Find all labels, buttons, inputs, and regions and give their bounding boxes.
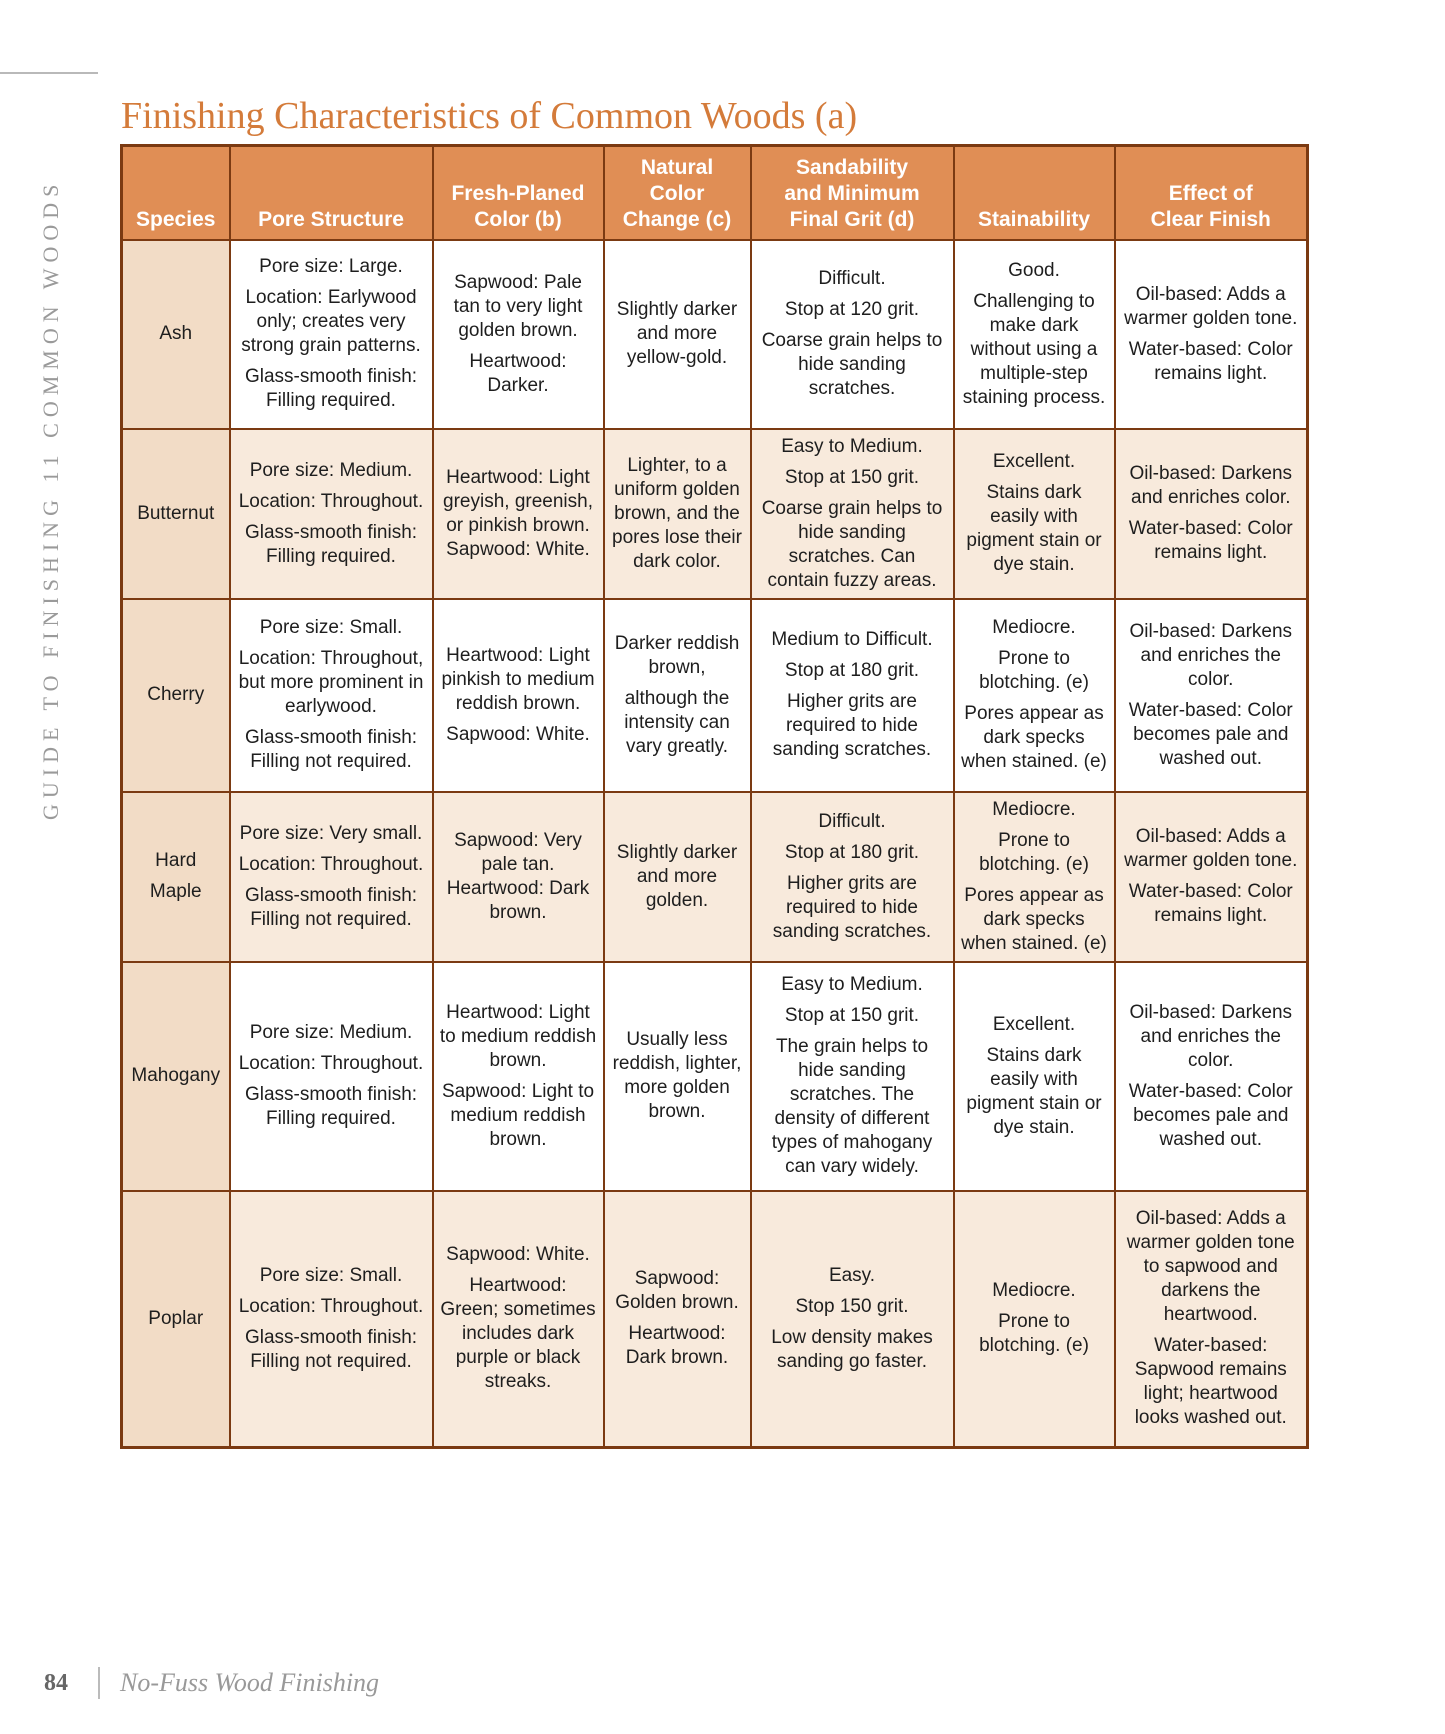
cell-text: Oil-based: Adds a warmer golden tone to sapwood and darkens the heartwood. [1126, 1208, 1295, 1326]
sandability-cell [751, 599, 954, 792]
stainability-cell [954, 962, 1115, 1191]
cell-text: Pore size: Small. [259, 617, 403, 638]
cell-text: Location: Throughout, but more prominent in earlywood. [238, 648, 424, 717]
cell-text: Stains dark easily with pigment stain or dye stain. [966, 482, 1102, 575]
cell-text: Water-based: Color remains light. [1128, 518, 1293, 563]
natural-color-change-cell [604, 599, 751, 792]
fresh-planed-color-cell [433, 792, 604, 962]
column-header-line: Effect of [1168, 181, 1253, 205]
species-cell [122, 1191, 230, 1448]
clear-finish-effect-cell [1115, 429, 1308, 599]
cell-text: Challenging to make dark without using a multiple-step staining process. [962, 290, 1106, 408]
cell-text: Coarse grain helps to hide sanding scratches. [761, 330, 943, 399]
cell-text: Water-based: Sapwood remains light; heartwood looks washed out. [1134, 1335, 1287, 1429]
cell-text: Glass-smooth finish: Filling required. [244, 1084, 418, 1129]
clear-finish-effect-cell [1115, 599, 1308, 792]
stainability-cell [954, 1191, 1115, 1448]
cell-text: Heartwood: Light to medium reddish brown. [439, 1001, 597, 1071]
cell-text: Difficult. [818, 268, 886, 289]
stainability-cell [954, 429, 1115, 599]
clear-finish-effect-cell [1115, 240, 1308, 429]
column-header-sandability [751, 146, 954, 240]
cell-text: Stop at 150 grit. [784, 466, 920, 488]
cell-text: Coarse grain helps to hide sanding scratches. Can contain fuzzy areas. [761, 497, 943, 591]
fresh-planed-color-cell [433, 599, 604, 792]
cell-text: The grain helps to hide sanding scratches. The density of different types of mahogany can vary widely. [771, 1036, 933, 1177]
table-row [122, 792, 1308, 962]
natural-color-change-cell [604, 429, 751, 599]
cell-text: Sapwood: White. [446, 723, 590, 745]
cell-text: Low density makes sanding go faster. [771, 1326, 933, 1372]
cell-text: Prone to blotching. (e) [979, 648, 1089, 693]
cell-text: Sapwood: Very pale tan. Heartwood: Dark brown. [446, 829, 590, 923]
cell-text: Difficult. [818, 810, 886, 832]
column-header-line: Color [649, 181, 705, 205]
cell-text: Darker reddish brown, [614, 632, 740, 678]
table-row [122, 599, 1308, 792]
cell-text: Sapwood: White. [446, 1244, 590, 1266]
species-cell [122, 599, 230, 792]
cell-text: Prone to blotching. (e) [979, 1311, 1089, 1357]
table-body [122, 240, 1308, 1448]
cell-text: Mediocre. [992, 798, 1076, 820]
table-row [122, 962, 1308, 1191]
column-header-line: and Minimum [784, 181, 920, 205]
cell-text: Heartwood: Dark brown. [625, 1323, 729, 1369]
cell-text: Prone to blotching. (e) [979, 829, 1089, 875]
clear-finish-effect-cell [1115, 1191, 1308, 1448]
cell-text: Slightly darker and more golden. [616, 841, 738, 911]
natural-color-change-cell [604, 1191, 751, 1448]
cell-text: Location: Throughout. [238, 1295, 424, 1317]
cell-text: Pores appear as dark specks when stained. (e) [961, 884, 1107, 954]
cell-text: Excellent. [992, 451, 1076, 472]
cell-text: Pore size: Medium. [249, 459, 413, 481]
footer-divider [98, 1667, 100, 1699]
table-row [122, 240, 1308, 429]
species-name: Poplar [148, 1307, 204, 1329]
column-header-line: Color (b) [474, 207, 562, 231]
species-name: Maple [149, 881, 202, 902]
wood-finishing-table [120, 144, 1309, 1449]
cell-text: Pore size: Very small. [239, 822, 423, 844]
cell-text: Water-based: Color remains light. [1128, 881, 1293, 926]
cell-text: Usually less reddish, lighter, more golden brown. [612, 1029, 742, 1122]
pore-structure-cell [230, 599, 433, 792]
species-name: Butternut [137, 502, 215, 524]
cell-text: Glass-smooth finish: Filling required. [244, 521, 418, 567]
cell-text: Mediocre. [992, 1280, 1076, 1302]
sandability-cell [751, 792, 954, 962]
species-name: Mahogany [131, 1065, 221, 1086]
cell-text: Water-based: Color becomes pale and washed out. [1128, 699, 1293, 769]
cell-text: Heartwood: Light greyish, greenish, or pinkish brown. Sapwood: White. [443, 466, 593, 560]
cell-text: Location: Earlywood only; creates very strong grain patterns. [241, 287, 421, 356]
column-header-line: Stainability [977, 207, 1091, 231]
cell-text: Sapwood: Pale tan to very light golden brown. [453, 271, 583, 341]
table-row [122, 429, 1308, 599]
cell-text: Oil-based: Darkens and enriches the color. [1129, 620, 1293, 690]
stainability-cell [954, 240, 1115, 429]
cell-text: Good. [1008, 259, 1060, 281]
natural-color-change-cell [604, 792, 751, 962]
cell-text: Sapwood: Light to medium reddish brown. [441, 1080, 595, 1150]
column-header-stainability [954, 146, 1115, 240]
species-cell [122, 962, 230, 1191]
cell-text: Higher grits are required to hide sanding scratches. [772, 691, 932, 760]
cell-text: Medium to Difficult. [771, 629, 933, 650]
cell-text: Easy to Medium. [781, 435, 923, 457]
cell-text: Stop 150 grit. [795, 1295, 909, 1317]
table-row [122, 1191, 1308, 1448]
species-cell [122, 429, 230, 599]
natural-color-change-cell [604, 240, 751, 429]
column-header-line: Change (c) [622, 207, 732, 231]
fresh-planed-color-cell [433, 429, 604, 599]
species-name: Ash [159, 323, 193, 344]
cell-text: Stop at 120 grit. [784, 299, 920, 320]
stainability-cell [954, 599, 1115, 792]
column-header-line: Pore Structure [258, 207, 404, 231]
cell-text: Glass-smooth finish: Filling not required. [244, 727, 418, 772]
cell-text: Water-based: Color becomes pale and washed out. [1128, 1080, 1293, 1150]
column-header-clear-finish-effect [1115, 146, 1308, 240]
pore-structure-cell [230, 1191, 433, 1448]
species-name: Cherry [147, 684, 205, 705]
clear-finish-effect-cell [1115, 792, 1308, 962]
cell-text: Heartwood: Light pinkish to medium reddish brown. [441, 644, 595, 714]
page-title: Finishing Characteristics of Common Woods (a) [121, 95, 858, 137]
cell-text: Heartwood: Darker. [469, 350, 567, 396]
column-header-pore-structure [230, 146, 433, 240]
sandability-cell [751, 429, 954, 599]
cell-text: Glass-smooth finish: Filling not required. [244, 884, 418, 930]
cell-text: Location: Throughout. [238, 1053, 424, 1074]
top-rule [0, 72, 98, 74]
pore-structure-cell [230, 429, 433, 599]
cell-text: Location: Throughout. [238, 853, 424, 875]
cell-text: Stains dark easily with pigment stain or dye stain. [966, 1044, 1102, 1138]
column-header-line: Fresh-Planed [451, 181, 585, 205]
column-header-line: Species [136, 207, 216, 231]
table-header-row [122, 146, 1308, 240]
cell-text: Mediocre. [992, 617, 1076, 638]
species-name: Hard [155, 850, 197, 871]
cell-text: Pore size: Large. [259, 256, 403, 277]
cell-text: Water-based: Color remains light. [1128, 338, 1293, 384]
cell-text: Glass-smooth finish: Filling required. [244, 366, 418, 411]
cell-text: Lighter, to a uniform golden brown, and the pores lose their dark color. [612, 454, 742, 572]
cell-text: Glass-smooth finish: Filling not required. [244, 1326, 418, 1372]
sandability-cell [751, 1191, 954, 1448]
cell-text: Slightly darker and more yellow-gold. [616, 299, 738, 368]
pore-structure-cell [230, 240, 433, 429]
column-header-line: Sandability [795, 155, 909, 179]
cell-text: Location: Throughout. [238, 490, 424, 512]
column-header-natural-color-change [604, 146, 751, 240]
sandability-cell [751, 240, 954, 429]
cell-text: Oil-based: Adds a warmer golden tone. [1124, 283, 1298, 329]
running-head: GUIDE TO FINISHING 11 COMMON WOODS [38, 178, 63, 820]
cell-text: Pore size: Small. [259, 1264, 403, 1286]
fresh-planed-color-cell [433, 1191, 604, 1448]
book-title: No-Fuss Wood Finishing [120, 1668, 380, 1697]
cell-text: Heartwood: Green; sometimes includes dark purple or black streaks. [440, 1275, 596, 1393]
clear-finish-effect-cell [1115, 962, 1308, 1191]
cell-text: Sapwood: Golden brown. [615, 1268, 739, 1314]
cell-text: Pores appear as dark specks when stained. (e) [961, 703, 1107, 772]
sandability-cell [751, 962, 954, 1191]
cell-text: Oil-based: Darkens and enriches the color. [1129, 1001, 1293, 1071]
column-header-line: Final Grit (d) [789, 207, 915, 231]
cell-text: Easy. [828, 1264, 876, 1286]
fresh-planed-color-cell [433, 962, 604, 1191]
cell-text: Excellent. [992, 1013, 1076, 1035]
cell-text: Stop at 180 grit. [784, 841, 920, 863]
column-header-line: Clear Finish [1150, 207, 1271, 231]
species-cell [122, 240, 230, 429]
cell-text: Higher grits are required to hide sanding scratches. [772, 872, 932, 942]
fresh-planed-color-cell [433, 240, 604, 429]
column-header-species [122, 146, 230, 240]
cell-text: Oil-based: Adds a warmer golden tone. [1124, 826, 1298, 871]
species-cell [122, 792, 230, 962]
cell-text: Easy to Medium. [781, 974, 923, 995]
cell-text: Stop at 180 grit. [784, 660, 920, 681]
cell-text: Pore size: Medium. [249, 1022, 413, 1043]
column-header-fresh-planed-color [433, 146, 604, 240]
column-header-line: Natural [640, 155, 714, 179]
page-number: 84 [44, 1670, 68, 1696]
natural-color-change-cell [604, 962, 751, 1191]
stainability-cell [954, 792, 1115, 962]
pore-structure-cell [230, 962, 433, 1191]
pore-structure-cell [230, 792, 433, 962]
cell-text: although the intensity can vary greatly. [624, 687, 730, 757]
cell-text: Stop at 150 grit. [784, 1005, 920, 1026]
cell-text: Oil-based: Darkens and enriches color. [1129, 463, 1293, 508]
